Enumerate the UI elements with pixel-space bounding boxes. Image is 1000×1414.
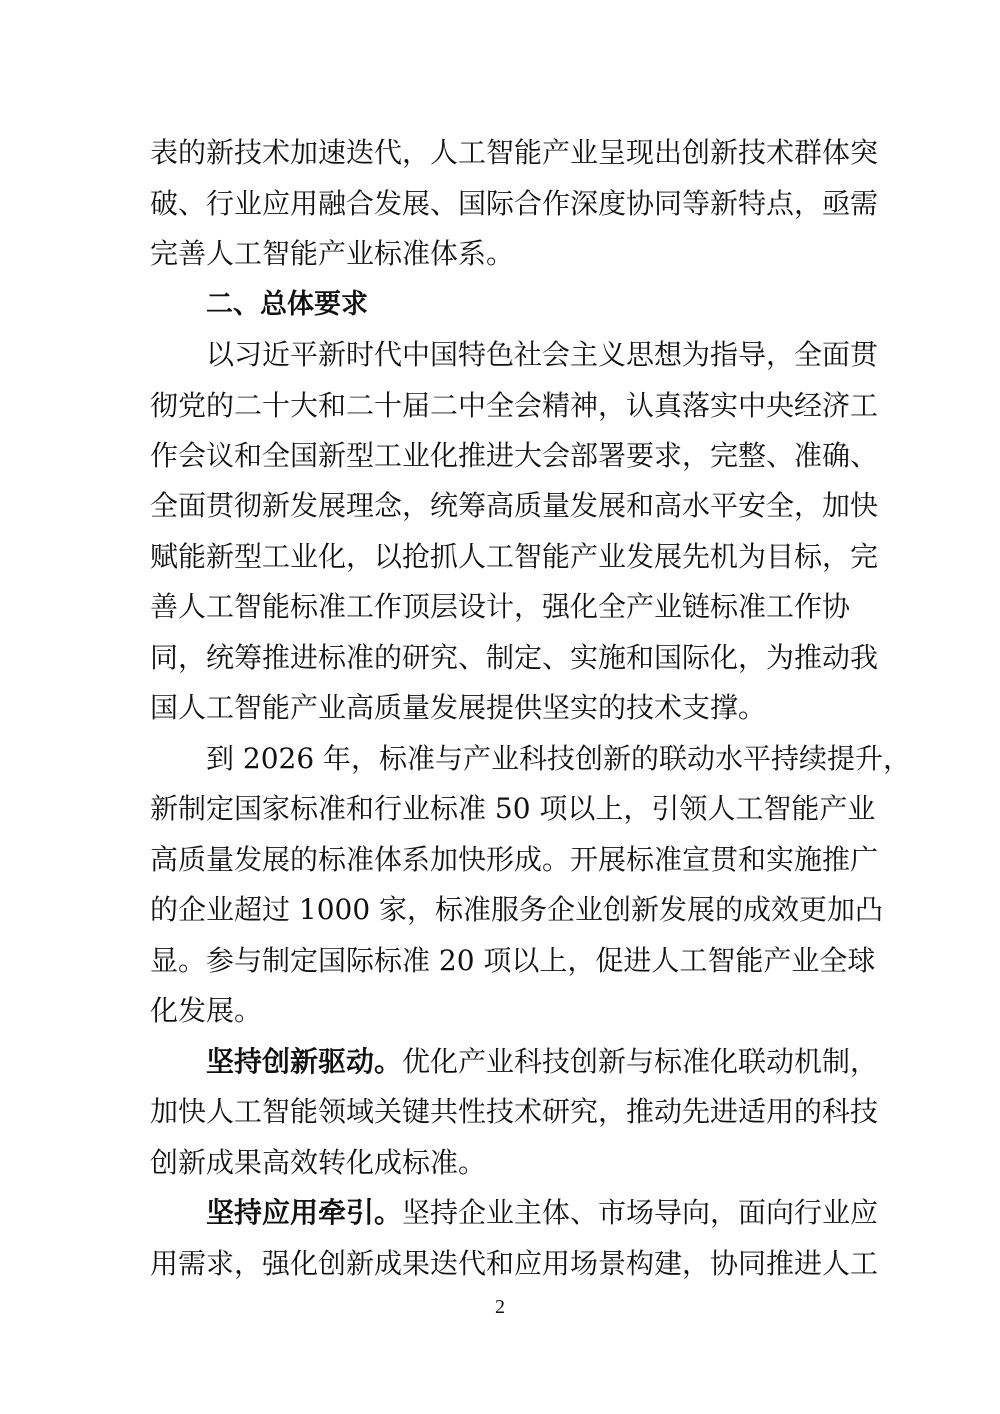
principle-application-line-1 — [206, 1194, 879, 1232]
principle-innovation-line-3: 创新成果高效转化成标准。 — [150, 1146, 487, 1179]
intro-line-3: 完善人工智能产业标准体系。 — [150, 237, 515, 270]
guiding-line-3: 作会议和全国新型工业化推进大会部署要求，完整、准确、 — [150, 439, 879, 472]
goal-line-3: 高质量发展的标准体系加快形成。开展标准宣贯和实施推广 — [150, 843, 879, 876]
guiding-line-5: 赋能新型工业化，以抢抓人工智能产业发展先机为目标，完 — [150, 540, 879, 573]
intro-line-1: 表的新技术加速迭代，人工智能产业呈现出创新技术群体突 — [150, 136, 879, 169]
principle-innovation-line-1 — [206, 1043, 879, 1081]
goal-line-2: 新制定国家标准和行业标准 50 项以上，引领人工智能产业 — [150, 792, 876, 825]
goal-line-4: 的企业超过 1000 家，标准服务企业创新发展的成效更加凸 — [150, 893, 884, 926]
guiding-line-7: 同，统筹推进标准的研究、制定、实施和国际化，为推动我 — [150, 641, 879, 674]
principle-innovation-lead: 坚持创新驱动。 — [206, 1045, 403, 1078]
principle-application-line-2: 用需求，强化创新成果迭代和应用场景构建，协同推进人工 — [150, 1247, 879, 1280]
intro-line-2: 破、行业应用融合发展、国际合作深度协同等新特点，亟需 — [150, 187, 879, 220]
goal-line-6: 化发展。 — [150, 994, 263, 1027]
guiding-line-2: 彻党的二十大和二十届二中全会精神，认真落实中央经济工 — [150, 389, 879, 422]
guiding-line-4: 全面贯彻新发展理念，统筹高质量发展和高水平安全，加快 — [150, 489, 879, 522]
page-number: 2 — [495, 1296, 505, 1318]
section-heading: 二、总体要求 — [206, 289, 368, 320]
guiding-line-1: 以习近平新时代中国特色社会主义思想为指导，全面贯 — [206, 338, 879, 371]
guiding-line-6: 善人工智能标准工作顶层设计，强化全产业链标准工作协 — [150, 590, 851, 623]
principle-innovation-text: 优化产业科技创新与标准化联动机制， — [402, 1045, 879, 1078]
principle-application-lead: 坚持应用牵引。 — [206, 1196, 403, 1229]
goal-line-1: 到 2026 年，标准与产业科技创新的联动水平持续提升， — [206, 742, 912, 775]
goal-line-5: 显。参与制定国际标准 20 项以上，促进人工智能产业全球 — [150, 944, 876, 977]
principle-innovation-line-2: 加快人工智能领域关键共性技术研究，推动先进适用的科技 — [150, 1095, 879, 1128]
principle-application-text: 坚持企业主体、市场导向，面向行业应 — [402, 1196, 879, 1229]
guiding-line-8: 国人工智能产业高质量发展提供坚实的技术支撑。 — [150, 691, 767, 724]
